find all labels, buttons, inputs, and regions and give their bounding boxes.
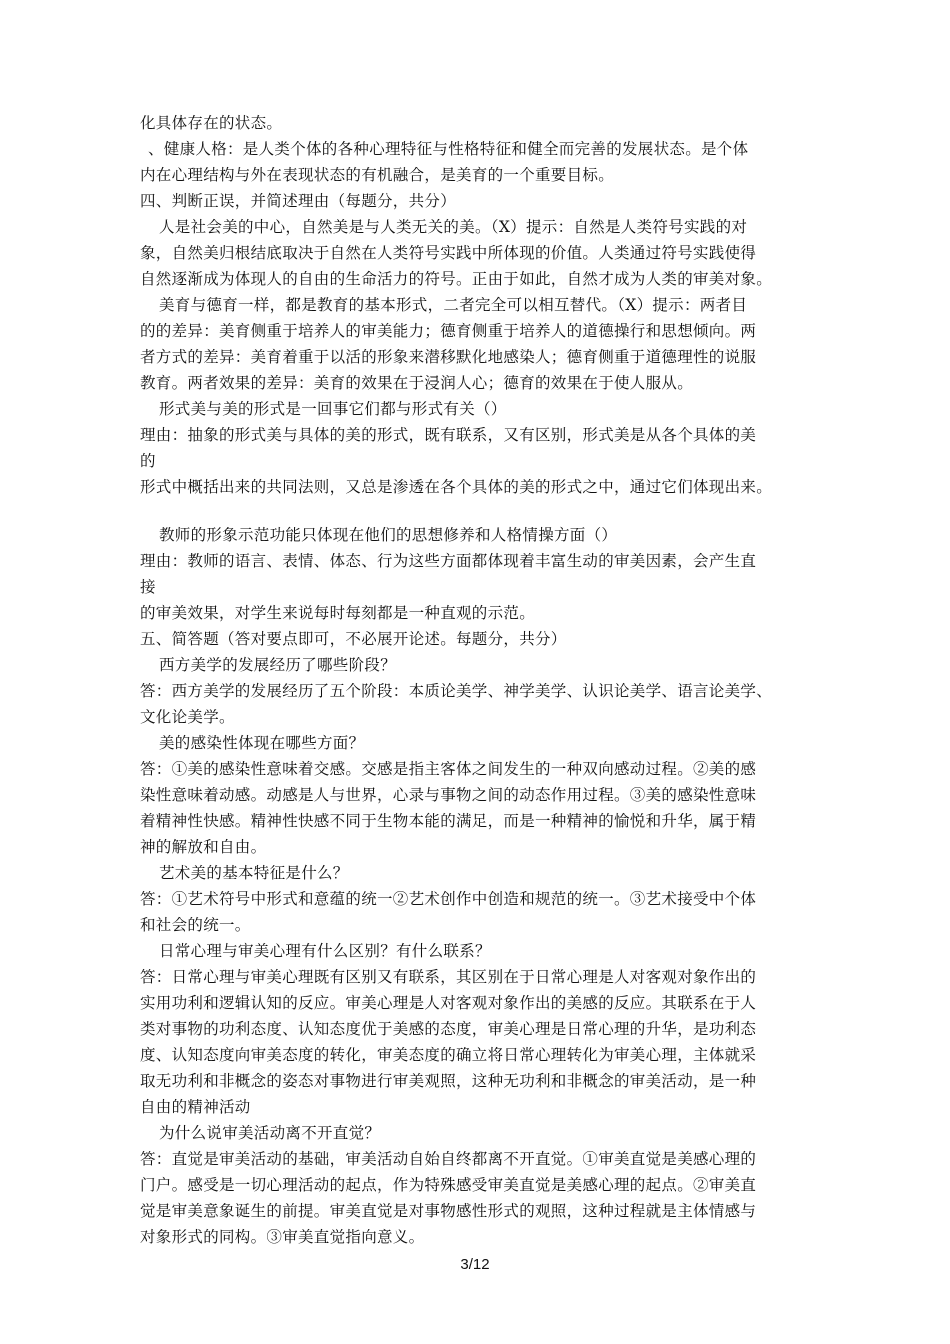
answer-line: 类对事物的功利态度、认知态度优于美感的态度，审美心理是日常心理的升华，是功利态 [140,1020,757,1038]
paragraph-gap [140,500,812,522]
text-line: 美育与德育一样，都是教育的基本形式，二者完全可以相互替代。（X）提示：两者目 [159,296,748,314]
answer-line: 神的解放和自由。 [140,838,267,856]
section-heading: 五、简答题（答对要点即可，不必展开论述。每题分，共分） [140,630,567,648]
page-number: 3/12 [460,1256,490,1273]
text-line: 形式中概括出来的共同法则，又总是渗透在各个具体的美的形式之中，通过它们体现出来。 [140,478,773,496]
question-line: 日常心理与审美心理有什么区别？有什么联系？ [159,942,491,960]
text-line: 的的差异：美育侧重于培养人的审美能力；德育侧重于培养人的道德操行和思想倾向。两 [140,322,757,340]
answer-line: 门户。感受是一切心理活动的起点，作为特殊感受审美直觉是美感心理的起点。②审美直 [140,1176,757,1194]
answer-line: 答：西方美学的发展经历了五个阶段：本质论美学、神学美学、认识论美学、语言论美学、 [140,682,773,700]
answer-line: 答：①美的感染性意味着交感。交感是指主客体之间发生的一种双向感动过程。②美的感 [140,760,757,778]
answer-line: 度、认知态度向审美态度的转化，审美态度的确立将日常心理转化为审美心理，主体就采 [140,1046,757,1064]
text-line: 人是社会美的中心，自然美是与人类无关的美。（X）提示：自然是人类符号实践的对 [159,218,748,236]
text-line: 理由：抽象的形式美与具体的美的形式，既有联系，又有区别，形式美是从各个具体的美 [140,426,757,444]
question-line: 为什么说审美活动离不开直觉？ [159,1124,381,1142]
text-line: 的 [140,452,156,470]
answer-line: 实用功利和逻辑认知的反应。审美心理是人对客观对象作出的美感的反应。其联系在于人 [140,994,757,1012]
answer-line: 和社会的统一。 [140,916,251,934]
answer-line: 答：①艺术符号中形式和意蕴的统一②艺术创作中创造和规范的统一。③艺术接受中个体 [140,890,757,908]
text-line: 教育。两者效果的差异：美育的效果在于浸润人心；德育的效果在于使人服从。 [140,374,694,392]
answer-line: 染性意味着动感。动感是人与世界，心录与事物之间的动态作用过程。③美的感染性意味 [140,786,757,804]
question-line: 艺术美的基本特征是什么？ [159,864,349,882]
question-line: 西方美学的发展经历了哪些阶段？ [159,656,397,674]
text-line: 者方式的差异：美育着重于以活的形象来潜移默化地感染人；德育侧重于道德理性的说服 [140,348,757,366]
text-line: 理由：教师的语言、表情、体态、行为这些方面都体现着丰富生动的审美因素，会产生直 [140,552,757,570]
document-body [140,110,812,1250]
text-line: 的审美效果，对学生来说每时每刻都是一种直观的示范。 [140,604,536,622]
text-line: 教师的形象示范功能只体现在他们的思想修养和人格情操方面（） [159,526,618,544]
answer-line: 自由的精神活动 [140,1098,251,1116]
text-line: 化具体存在的状态。 [140,114,283,132]
text-line: 接 [140,578,156,596]
answer-line: 答：直觉是审美活动的基础，审美活动自始自终都离不开直觉。①审美直觉是美感心理的 [140,1150,757,1168]
answer-line: 答：日常心理与审美心理既有区别又有联系，其区别在于日常心理是人对客观对象作出的 [140,968,757,986]
answer-line: 取无功利和非概念的姿态对事物进行审美观照，这种无功利和非概念的审美活动，是一种 [140,1072,757,1090]
answer-line: 觉是审美意象诞生的前提。审美直觉是对事物感性形式的观照，这种过程就是主体情感与 [140,1202,757,1220]
question-line: 美的感染性体现在哪些方面？ [159,734,365,752]
answer-line: 对象形式的同构。③审美直觉指向意义。 [140,1228,425,1246]
text-line: 内在心理结构与外在表现状态的有机融合，是美育的一个重要目标。 [140,166,615,184]
text-line: 自然逐渐成为体现人的自由的生命活力的符号。正由于如此，自然才成为人类的审美对象。 [140,270,773,288]
text-line: 象，自然美归根结底取决于自然在人类符号实践中所体现的价值。人类通过符号实践使得 [140,244,757,262]
section-heading: 四、判断正误，并简述理由（每题分，共分） [140,192,457,210]
text-line: 、健康人格：是人类个体的各种心理特征与性格特征和健全而完善的发展状态。是个体 [148,140,749,158]
answer-line: 文化论美学。 [140,708,235,726]
answer-line: 着精神性快感。精神性快感不同于生物本能的满足，而是一种精神的愉悦和升华，属于精 [140,812,757,830]
text-line: 形式美与美的形式是一回事它们都与形式有关（） [159,400,507,418]
